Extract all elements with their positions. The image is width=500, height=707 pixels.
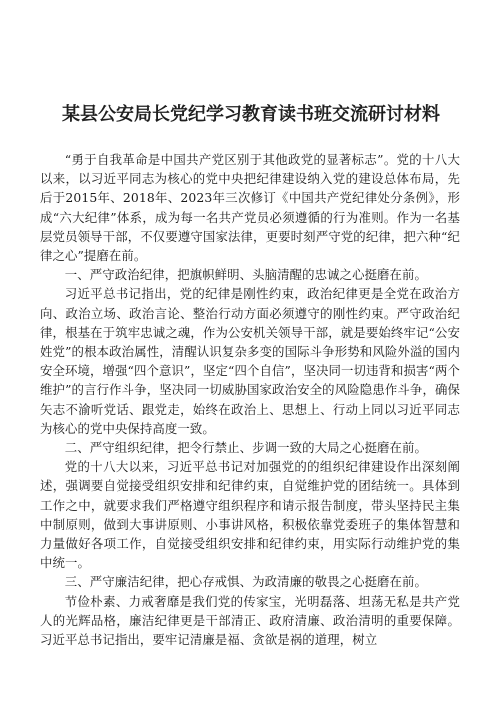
document-body [40, 150, 460, 649]
section-heading-integrity-discipline: 三、严守廉洁纪律，把心存戒惧、为政清廉的敬畏之心挺磨在前。 [64, 574, 428, 590]
intro-paragraph: “勇于自我革命是中国共产党区别于其他政党的显著标志”。党的十八大以来，以习近平同志为核心的党中央把纪律建设纳入党的建设总体布局，先后于2015年、2018年、2023年三次修订《中国共产党纪律处分条例》，形成“六大纪律”体系，成为每一名共产党员必须遵循的行为准则。作为一名基层党员领导干部，不仅要遵守国家法律，更要时刻严守党的纪律，把六种“纪律之心”提磨在前。 [40, 152, 460, 264]
section-heading-political-discipline: 一、严守政治纪律，把旗帜鲜明、头脑清醒的忠诚之心挺磨在前。 [64, 267, 428, 283]
body-paragraph: 节俭朴素、力戒奢靡是我们党的传家宝，光明磊落、坦荡无私是共产党人的光辉品格，廉洁纪律更是干部清正、政府清廉、政治清明的重要保障。习近平总书记指出，要牢记清廉是福、贪欲是祸的道理，树立 [40, 593, 460, 648]
body-paragraph: 习近平总书记指出，党的纪律是刚性约束，政治纪律更是全党在政治方向、政治立场、政治言论、整治行动方面必须遵守的刚性约束。严守政治纪律，根基在于筑牢忠诚之魂，作为公安机关领导干部，就是要始终牢记“公安姓党”的根本政治属性，清醒认识复杂多变的国际斗争形势和风险外溢的国内安全环境，增强“四个意识”，坚定“四个自信”，坚决同一切违背和损害“两个维护”的言行作斗争，坚决同一切威胁国家政治安全的风险隐患作斗争，确保矢志不渝听党话、跟党走，始终在政治上、思想上、行动上同以习近平同志为核心的党中央保持高度一致。 [40, 286, 460, 436]
body-paragraph: 党的十八大以来，习近平总书记对加强党的的组织纪律建设作出深刻阐述，强调要自觉接受组织安排和纪律约束，自觉维护党的团结统一。具体到工作之中，就要求我们严格遵守组织程序和请示报告制度，带头坚持民主集中制原则，做到大事讲原则、小事讲风格，积极依靠党委班子的集体智慧和力量做好各项工作，自觉接受组织安排和纪律约束，用实际行动维护党的集中统一。 [40, 459, 460, 571]
document-title: 某县公安局长党纪学习教育读书班交流研讨材料 [62, 104, 440, 125]
section-heading-organizational-discipline: 二、严守组织纪律，把令行禁止、步调一致的大局之心挺磨在前。 [64, 440, 428, 456]
